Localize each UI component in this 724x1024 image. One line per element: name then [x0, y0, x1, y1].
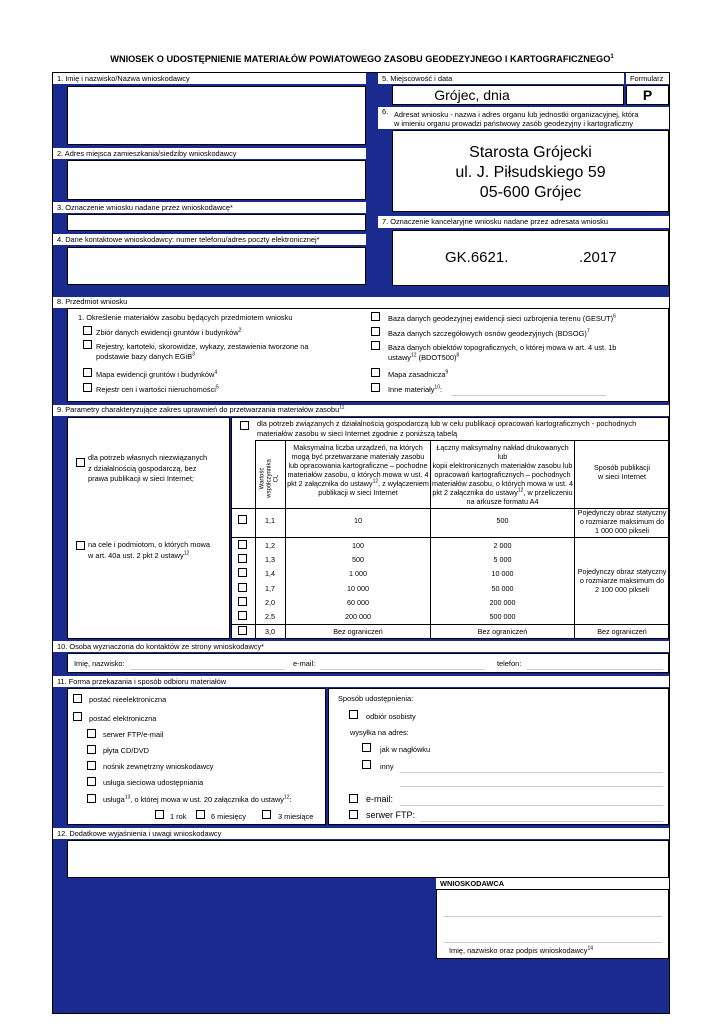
egib-map-label: Mapa ewidencji gruntów i budynków$^4$ — [96, 369, 218, 379]
cl-row-checkbox[interactable] — [238, 583, 247, 592]
period-6-months-label: 6 miesięcy — [211, 812, 246, 821]
external-media-label: nośnik zewnętrzny wnioskodawcy — [103, 762, 214, 771]
section-12-label: 12. Dodatkowe wyjaśnienia i uwagi wnioskodawcy — [57, 829, 222, 838]
base-map-label: Mapa zasadnicza$^9$ — [388, 369, 449, 379]
other-address-label: inny — [380, 762, 394, 771]
ftp-email-label: serwer FTP/e-mail — [103, 730, 164, 739]
cl-value: 2,5 — [265, 612, 275, 621]
ftp-email-checkbox[interactable] — [87, 729, 96, 738]
web-service-checkbox[interactable] — [87, 777, 96, 786]
applicant-reference-field[interactable] — [67, 214, 366, 231]
cl-row-checkbox[interactable] — [238, 611, 247, 620]
egib-registers-label-2: podstawie bazy danych EGiB$^3$ — [96, 351, 195, 361]
section-6-number: 6. — [382, 107, 389, 116]
usage-type-box — [67, 417, 230, 639]
cl-value: 3,0 — [265, 627, 275, 636]
bdot500-label: Baza danych obiektów topograficznych, o której mowa w art. 4 ust. 1b — [388, 343, 617, 352]
header-address-checkbox[interactable] — [362, 743, 371, 752]
section-9-label: 9. Parametry charakteryzujące zakres uprawnień do przetwarzania materiałów zasobu$^{11}$ — [57, 404, 345, 414]
cl-value: 2,0 — [265, 598, 275, 607]
contact-name-input[interactable] — [130, 669, 285, 670]
devices-value: 200 000 — [345, 612, 371, 621]
addressee-line1: Starosta Grójecki — [469, 144, 592, 161]
cl-row-checkbox[interactable] — [238, 554, 247, 563]
section-2-label: 2. Adres miejsca zamieszkania/siedziby wnioskodawcy — [57, 149, 237, 158]
cl-row-checkbox[interactable] — [238, 515, 247, 524]
cd-dvd-label: płyta CD/DVD — [103, 746, 149, 755]
electronic-form-checkbox[interactable] — [73, 712, 82, 721]
paper-form-label: postać nieelektroniczna — [89, 695, 167, 704]
contact-name-label: Imię, nazwisko: — [74, 659, 125, 668]
cl-value: 1,4 — [265, 569, 275, 578]
publication-a: Pojedynczy obraz statyczny o rozmiarze maksimum do 1 000 000 pikseli — [577, 508, 667, 535]
personal-pickup-checkbox[interactable] — [349, 710, 358, 719]
section-8-header — [53, 297, 669, 308]
devices-value: 500 — [352, 555, 364, 564]
period-3-months-checkbox[interactable] — [262, 810, 271, 819]
contact-phone-label: telefon: — [497, 659, 522, 668]
section-7-label: 7. Oznaczenie kancelaryjne wniosku nadane przez adresata wniosku — [382, 217, 608, 226]
registry-number-year: .2017 — [579, 249, 617, 266]
cl-header: Wartość współczynnika CL — [259, 459, 280, 498]
electronic-form-label: postać elektroniczna — [89, 714, 157, 723]
base-map-checkbox[interactable] — [371, 368, 380, 377]
egib-registers-checkbox[interactable] — [83, 340, 92, 349]
ftp-delivery-checkbox[interactable] — [349, 810, 358, 819]
registry-number-prefix: GK.6621. — [445, 249, 509, 266]
prints-value: 500 000 — [489, 612, 516, 621]
bdsog-checkbox[interactable] — [371, 327, 380, 336]
prints-value: 10 000 — [491, 569, 514, 578]
contact-email-input[interactable] — [320, 669, 485, 670]
other-materials-label: Inne materiały$^{10}$: — [388, 384, 443, 394]
egib-map-checkbox[interactable] — [83, 368, 92, 377]
section-3-label: 3. Oznaczenie wniosku nadane przez wnioskodawcę* — [57, 203, 233, 212]
signature-line-1 — [444, 916, 662, 917]
public-use-checkbox[interactable] — [76, 541, 85, 550]
section-6-line2: w imieniu organu prowadzi państwowy zasób geodezyjny i kartograficzny — [394, 119, 634, 128]
signature-line-2 — [444, 942, 662, 943]
other-address-input-2[interactable] — [400, 786, 663, 787]
applicant-name-field[interactable] — [67, 86, 366, 145]
business-use-checkbox[interactable] — [240, 421, 249, 430]
devices-value: 10 — [354, 516, 362, 525]
paper-form-checkbox[interactable] — [73, 694, 82, 703]
gesut-label: Baza danych geodezyjnej ewidencji sieci uzbrojenia terenu (GESUT)$^6$ — [388, 313, 616, 323]
prints-value: Bez ograniczeń — [477, 627, 528, 636]
cd-dvd-checkbox[interactable] — [87, 745, 96, 754]
business-use-label-2: materiałów zasobu w sieci Internet zgodnie z poniższą tabelą — [257, 429, 458, 438]
cl-row-checkbox[interactable] — [238, 626, 247, 635]
own-use-label: dla potrzeb własnych niezwiązanych z działalnością gospodarczą, bez prawa publikacji w sieci Internet; — [88, 453, 208, 483]
period-1-year-checkbox[interactable] — [155, 810, 164, 819]
formularz-label: Formularz — [630, 74, 664, 83]
bdot500-label-2: ustawy$^{12}$ (BDOT500)$^8$ — [388, 352, 460, 362]
prints-value: 200 000 — [489, 598, 516, 607]
business-use-label-1: dla potrzeb związanych z działalnością gospodarczą lub w celu publikacji opracowań kartograficznych - pochodnych — [257, 419, 637, 428]
contact-email-label: e-mail: — [293, 659, 316, 668]
email-delivery-label: e-mail: — [366, 794, 394, 804]
egib-dataset-label: Zbiór danych ewidencji gruntów i budynków$^2$ — [96, 327, 242, 337]
service-ust20-checkbox[interactable] — [87, 794, 96, 803]
cl-value: 1,7 — [265, 584, 275, 593]
devices-header: Maksymalna liczba urządzeń, na których mogą być przetwarzane materiały zasobu lub opracowania kartograficzne – pochodne materiałów zasobu, o których mowa w ust. 4 pkt 2 załącznika do ustawy$^{12}$, z wyłączeniem publikacji w sieci Internet — [287, 443, 429, 497]
formularz-value: P — [642, 87, 653, 103]
prints-header: Łączny maksymalny nakład drukowanych lub kopii elektronicznych materiałów zasobu lub opracowań kartograficznych – pochodnych materiałów zasobu, o których mowa w ust. 4 pkt 2 załącznika do ustawy$^{12}$, w przeliczeniu na arkusze formatu A4 — [431, 443, 573, 506]
prints-value: 2 000 — [493, 541, 512, 550]
addressee-line3: 05-600 Grójec — [479, 184, 582, 201]
bdsog-label: Baza danych szczegółowych osnów geodezyjnych (BDSOG)$^7$ — [388, 328, 590, 338]
period-1-year-label: 1 rok — [170, 812, 187, 821]
section-6-line1: Adresat wniosku - nazwa i adres organu lub jednostki organizacyjnej, która — [394, 110, 639, 119]
service-ust20-label: usługa$^{13}$, o której mowa w ust. 20 załącznika do ustawy$^{12}$: — [103, 794, 292, 804]
subject-list-heading: 1. Określenie materiałów zasobu będących przedmiotem wniosku — [78, 313, 293, 322]
cl-value: 1,2 — [265, 541, 275, 550]
prints-value: 5 000 — [493, 555, 512, 564]
section-5-label: 5. Miejscowość i data — [382, 74, 453, 83]
signature-title: WNIOSKODAWCA — [440, 879, 505, 888]
addressee-line2: ul. J. Piłsudskiego 59 — [455, 164, 606, 181]
publication-c: Bez ograniczeń — [597, 627, 647, 636]
egib-dataset-checkbox[interactable] — [83, 326, 92, 335]
cl-row-checkbox[interactable] — [238, 568, 247, 577]
place-date-value: Grójec, dnia — [434, 87, 510, 103]
contact-phone-input[interactable] — [527, 669, 663, 670]
cl-row-checkbox[interactable] — [238, 597, 247, 606]
other-address-input[interactable] — [400, 772, 663, 773]
signature-label: Imię, nazwisko oraz podpis wnioskodawcy$^{14}$ — [449, 945, 593, 955]
other-materials-checkbox[interactable] — [371, 383, 380, 392]
personal-pickup-label: odbiór osobisty — [366, 712, 416, 721]
period-3-months-label: 3 miesiące — [278, 812, 314, 821]
own-use-checkbox[interactable] — [76, 458, 85, 467]
devices-value: 10 000 — [347, 584, 369, 593]
devices-value: 60 000 — [347, 598, 369, 607]
table-divider — [231, 624, 669, 625]
form-of-delivery-box — [67, 688, 326, 825]
section-4-label: 4. Dane kontaktowe wnioskodawcy: numer telefonu/adres poczty elektronicznej* — [57, 235, 320, 244]
period-6-months-checkbox[interactable] — [196, 810, 205, 819]
mail-to-address-label: wysyłka na adres: — [350, 728, 409, 737]
price-register-checkbox[interactable] — [83, 383, 92, 392]
publication-header: Sposób publikacji w sieci Internet — [594, 463, 650, 481]
web-service-label: usługa sieciowa udostępniania — [103, 778, 204, 787]
prints-value: 500 — [496, 516, 509, 525]
egib-registers-label: Rejestry, kartoteki, skorowidze, wykazy, zestawienia tworzone na — [96, 342, 309, 351]
price-register-label: Rejestr cen i wartości nieruchomości$^5$ — [96, 384, 219, 394]
devices-value: 100 — [352, 541, 364, 550]
devices-value: Bez ograniczeń — [333, 627, 383, 636]
ftp-delivery-label: serwer FTP: — [366, 810, 416, 820]
cl-row-checkbox[interactable] — [238, 540, 247, 549]
registry-number-field[interactable] — [392, 230, 669, 286]
section-1-label: 1. Imię i nazwisko/Nazwa wnioskodawcy — [57, 74, 190, 83]
ftp-delivery-input[interactable] — [420, 821, 663, 822]
section-10-label: 10. Osoba wyznaczona do kontaktów ze strony wnioskodawcy* — [57, 642, 265, 651]
remarks-field[interactable] — [67, 840, 669, 878]
devices-value: 1 000 — [349, 569, 367, 578]
document-title: WNIOSEK O UDOSTĘPNIENIE MATERIAŁÓW POWIATOWEGO ZASOBU GEODEZYJNEGO I KARTOGRAFICZNEGO$^1$ — [110, 53, 614, 64]
publication-b: Pojedynczy obraz statyczny o rozmiarze maksimum do 2 100 000 pikseli — [577, 567, 667, 594]
email-delivery-checkbox[interactable] — [349, 794, 358, 803]
cl-value: 1,3 — [265, 555, 275, 564]
bdot500-checkbox[interactable] — [371, 341, 380, 350]
external-media-checkbox[interactable] — [87, 761, 96, 770]
applicant-contact-field[interactable] — [67, 247, 366, 285]
table-divider — [231, 537, 669, 538]
public-use-label: na cele i podmiotom, o których mowa w art. 40a ust. 2 pkt 2 ustawy$^{12}$ — [88, 540, 210, 560]
applicant-address-field[interactable] — [67, 160, 366, 200]
contact-person-box — [67, 653, 669, 673]
table-divider — [255, 440, 669, 441]
prints-value: 50 000 — [491, 584, 514, 593]
section-8-label: 8. Przedmiot wniosku — [57, 297, 128, 306]
email-delivery-input[interactable] — [400, 805, 663, 806]
header-address-label: jak w nagłówku — [380, 745, 431, 754]
cl-value: 1,1 — [265, 516, 275, 525]
gesut-checkbox[interactable] — [371, 312, 380, 321]
delivery-method-heading: Sposób udostępnienia: — [338, 694, 414, 703]
other-materials-input[interactable] — [452, 395, 606, 396]
other-address-checkbox[interactable] — [362, 760, 371, 769]
section-11-label: 11. Forma przekazania i sposób odbioru materiałów — [57, 677, 227, 686]
